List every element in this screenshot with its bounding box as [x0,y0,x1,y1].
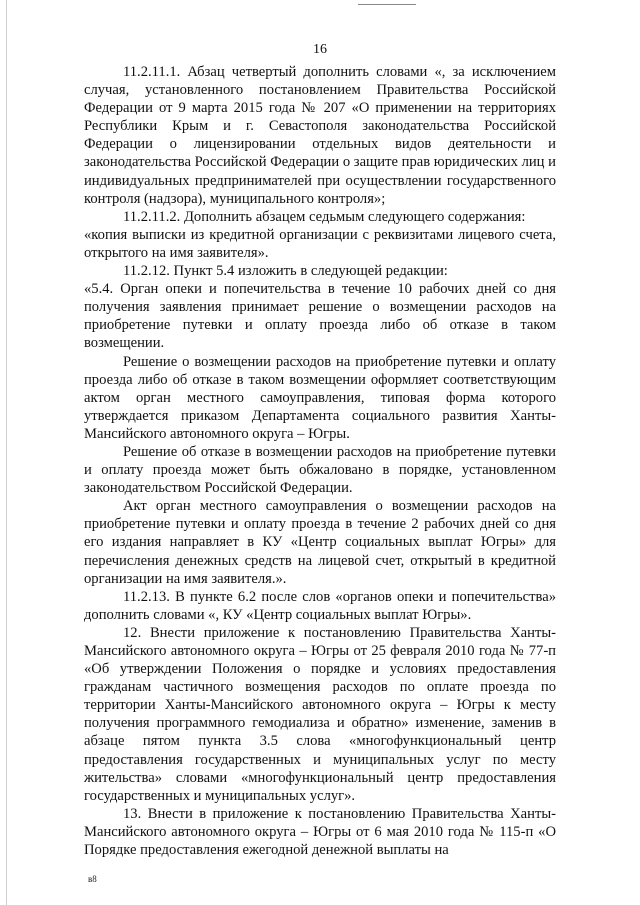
paragraph-5-4: «5.4. Орган опеки и попечительства в течение 10 рабочих дней со дня получения заявления принимает решение о возмещении расходов на приобретение путевки и оплату проезда либо об отказе в таком возмещении. [84,281,556,352]
paragraph-11-2-11-1: 11.2.11.1. Абзац четвертый дополнить словами «, за исключением случая, установленного постановлением Правительства Российской Федерации от 9 марта 2015 года № 207 «О применении на территориях Республики Крым и г. Севастополя законодательства Российской Федерации о лицензировании отдельных видов деятельности и законодательства Российской Федерации о защите прав юридических лиц и индивидуальных предпринимателей при осуществлении государственного контроля (надзора), муниципального контроля»; [84,64,556,207]
paragraph-refusal-appeal: Решение об отказе в возмещении расходов на приобретение путевки и оплату проезда может быть обжаловано в порядке, установленном законодательством Российской Федерации. [84,443,556,497]
scan-top-mark [358,4,416,5]
paragraph-12: 12. Внести приложение к постановлению Правительства Ханты-Мансийского автономного округа – Югры от 25 февраля 2010 года № 77-п «Об утверждении Положения о порядке и условиях предоставления гражданам частичного возмещения расходов по оплате проезда по территории Ханты-Мансийского автономного округа – Югры к месту получения программного гемодиализа и обратно» изменение, заменив в абзаце пятом пункта 3.5 слова «многофункциональный центр предоставления государственных и муниципальных услуг по месту жительства» словами «многофункциональный центр предоставления государственных и муниципальных услуг». [84,624,556,804]
footer-mark: в8 [88,874,97,884]
scan-edge-line [6,0,7,905]
document-body [84,63,556,859]
paragraph-11-2-13: 11.2.13. В пункте 6.2 после слов «органов опеки и попечительства» дополнить словами «, КУ «Центр социальных выплат Югры». [84,588,556,623]
paragraph-quote-extract: «копия выписки из кредитной организации с реквизитами лицевого счета, открытого на имя заявителя». [84,226,556,261]
paragraph-11-2-12: 11.2.12. Пункт 5.4 изложить в следующей редакции: [123,263,448,280]
page-number: 16 [313,42,327,57]
paragraph-13: 13. Внести в приложение к постановлению Правительства Ханты-Мансийского автономного округа – Югры от 6 мая 2010 года № 115-п «О Порядке предоставления ежегодной денежной выплаты на [84,805,556,859]
paragraph-11-2-11-2: 11.2.11.2. Дополнить абзацем седьмым следующего содержания: [123,208,526,225]
paragraph-act: Акт орган местного самоуправления о возмещении расходов на приобретение путевки и оплату проезда в течение 2 рабочих дней со дня его издания направляет в КУ «Центр социальных выплат Югры» для перечисления денежных средств на лицевой счет, открытый в кредитной организации на имя заявителя.». [84,498,556,587]
paragraph-decision: Решение о возмещении расходов на приобретение путевки и оплату проезда либо об отказе в таком возмещении оформляет соответствующим актом орган местного самоуправления, типовая форма которого утверждается приказом Департамента социального развития Ханты-Мансийского автономного округа – Югры. [84,353,556,442]
